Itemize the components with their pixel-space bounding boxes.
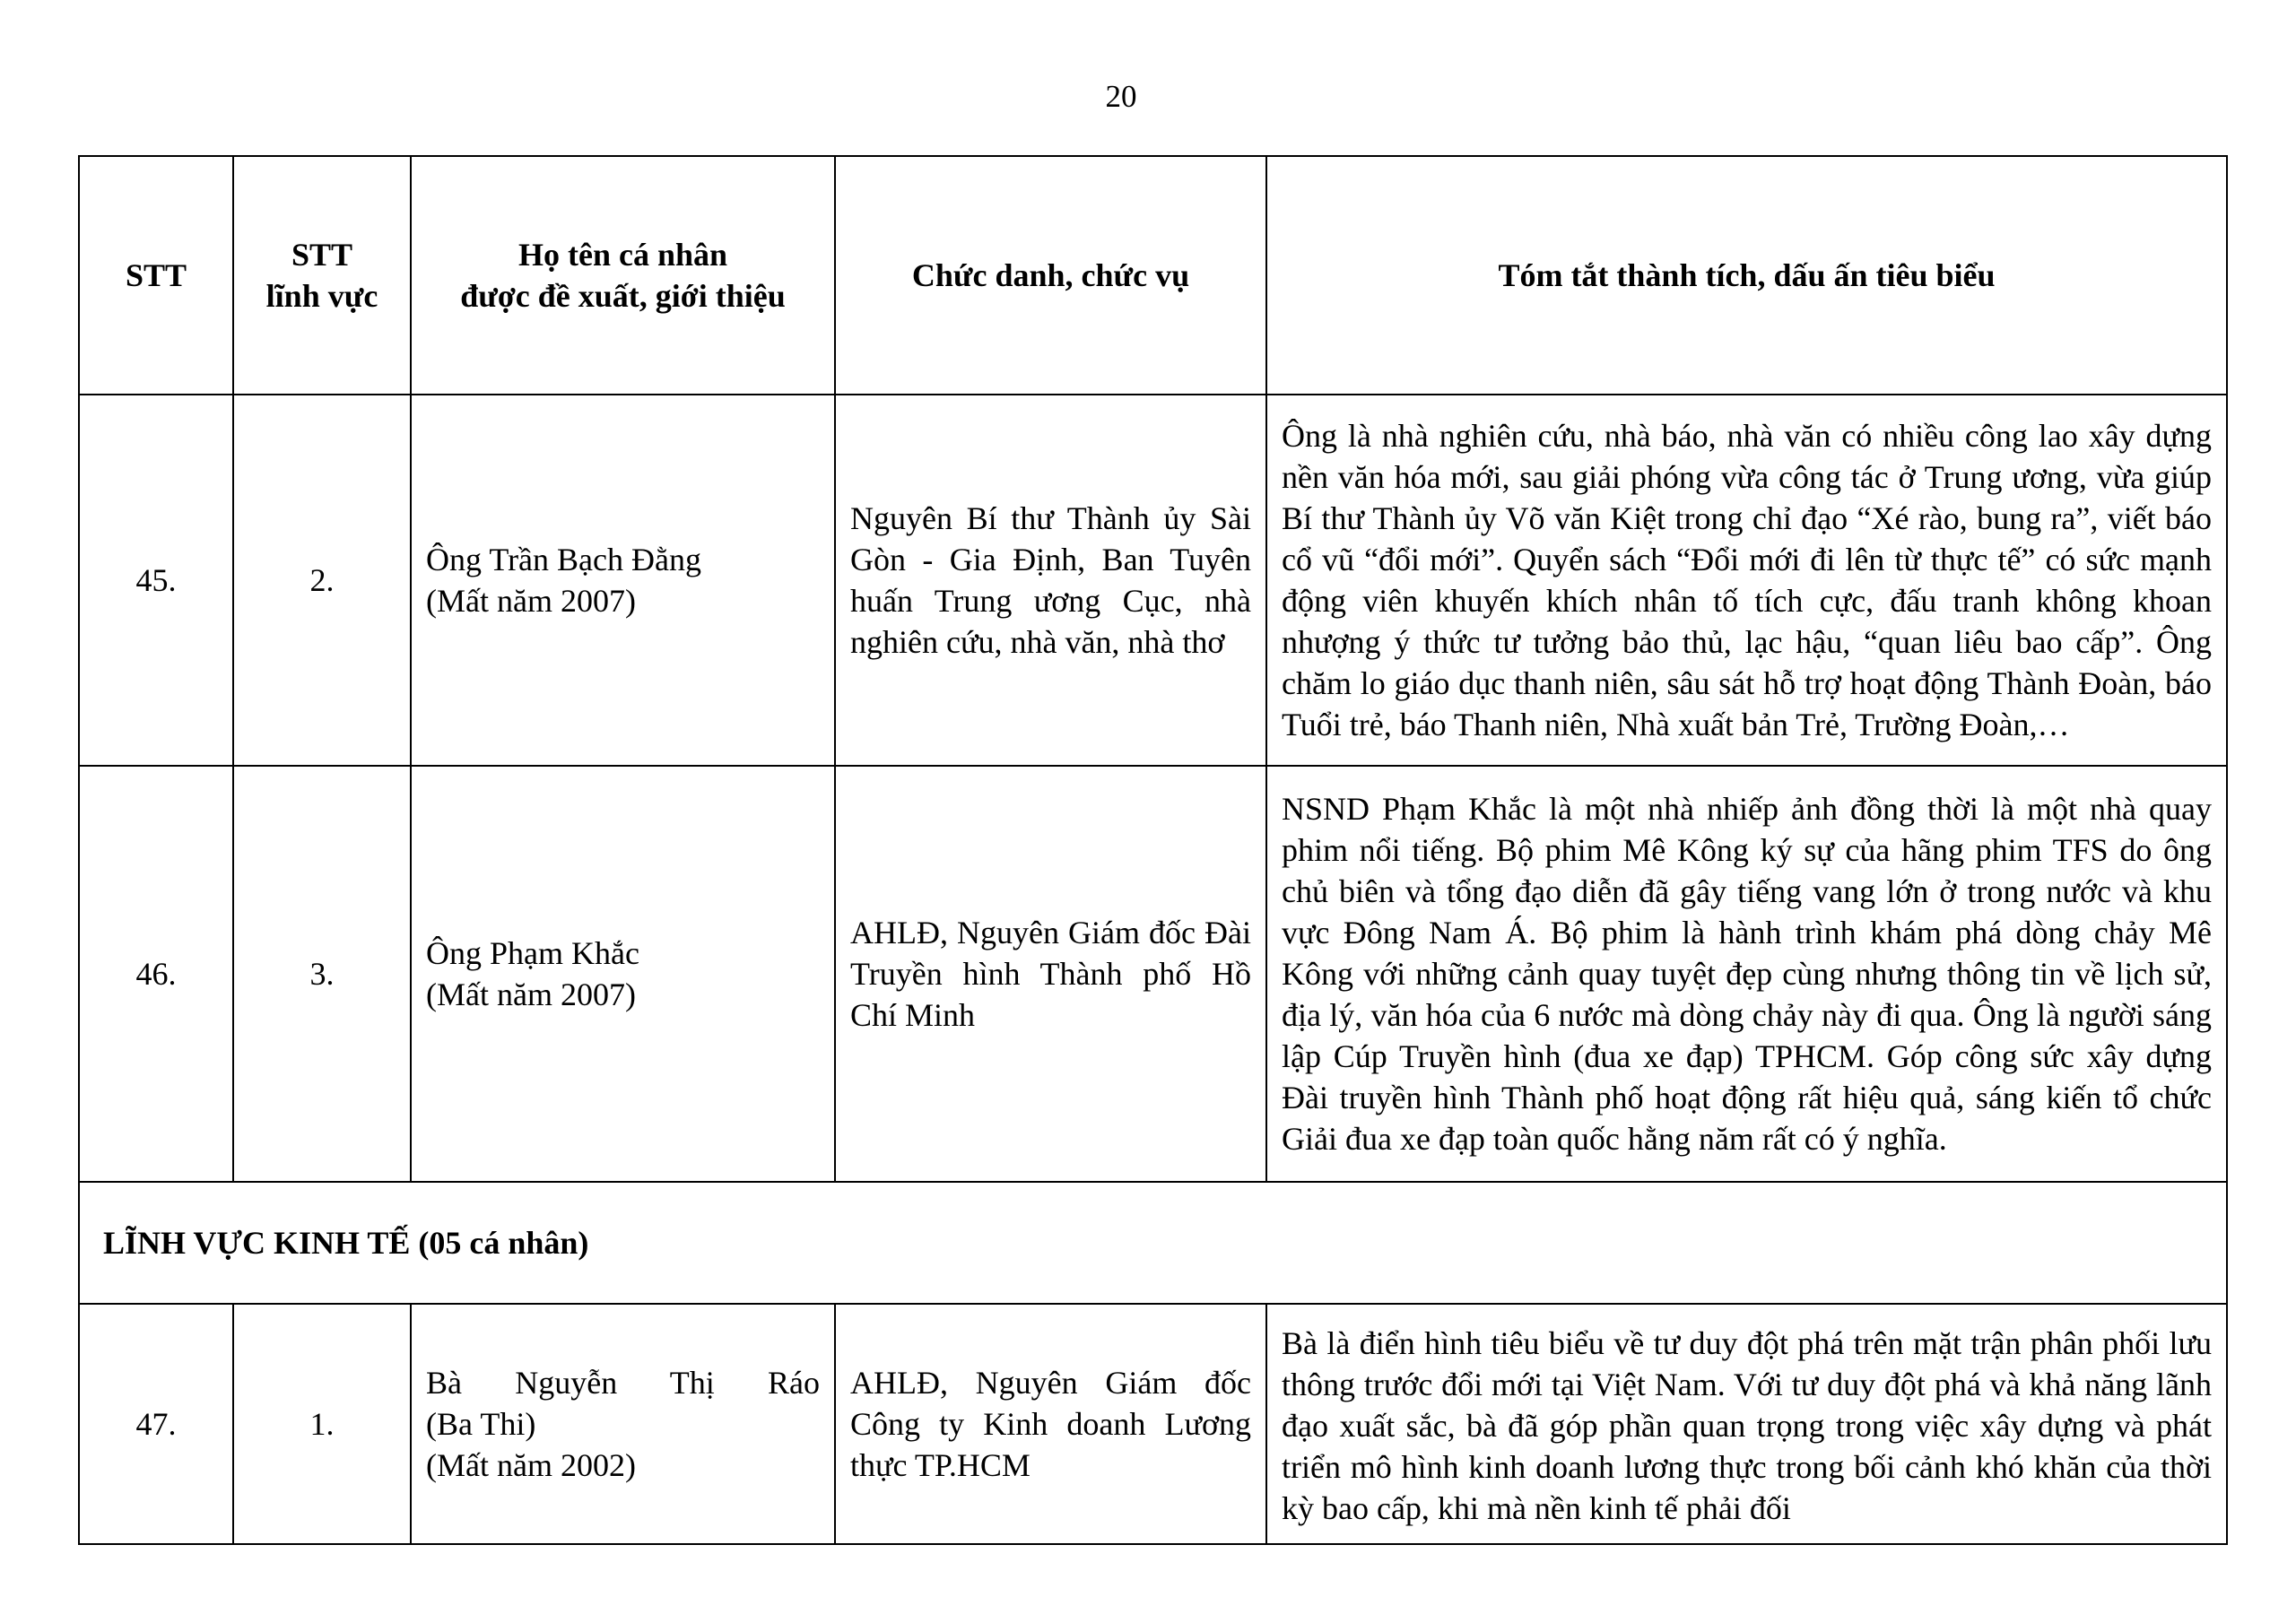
table-header-row <box>79 156 2227 395</box>
header-name: Họ tên cá nhân được đề xuất, giới thiệu <box>411 156 835 395</box>
cell-stt-linh-vuc: 1. <box>233 1304 411 1544</box>
nominee-note: (Mất năm 2002) <box>426 1447 636 1483</box>
table-row <box>79 1304 2227 1544</box>
cell-stt: 45. <box>79 395 233 766</box>
nominee-note: (Mất năm 2007) <box>426 976 636 1012</box>
nominee-table <box>78 155 2228 1545</box>
nominee-name: Ông Phạm Khắc <box>426 935 639 971</box>
cell-stt-linh-vuc: 3. <box>233 766 411 1182</box>
cell-stt-linh-vuc: 2. <box>233 395 411 766</box>
cell-summary: Bà là điển hình tiêu biểu về tư duy đột phá trên mặt trận phân phối lưu thông trước đổi mới tại Việt Nam. Với tư duy đột phá và khả năng lãnh đạo xuất sắc, bà đã góp phần quan trọng trong việc xây dựng và phát triển mô hình kinh doanh lương thực trong bối cảnh khó khăn của thời kỳ bao cấp, khi mà nền kinh tế phải đối <box>1266 1304 2227 1544</box>
header-summary: Tóm tắt thành tích, dấu ấn tiêu biểu <box>1266 156 2227 395</box>
table-row <box>79 395 2227 766</box>
cell-summary: Ông là nhà nghiên cứu, nhà báo, nhà văn có nhiều công lao xây dựng nền văn hóa mới, sau giải phóng vừa công tác ở Trung ương, vừa giúp Bí thư Thành ủy Võ văn Kiệt trong chỉ đạo “Xé rào, bung ra”, viết báo cổ vũ “đổi mới”. Quyển sách “Đổi mới đi lên từ thực tế” có sức mạnh động viên khuyến khích nhân tố tích cực, đấu tranh không khoan nhượng ý thức tư tưởng bảo thủ, lạc hậu, “quan liêu bao cấp”. Ông chăm lo giáo dục thanh niên, sâu sát hỗ trợ hoạt động Thành Đoàn, báo Tuổi trẻ, báo Thanh niên, Nhà xuất bản Trẻ, Trường Đoàn,… <box>1266 395 2227 766</box>
section-heading-row <box>79 1182 2227 1304</box>
cell-name <box>411 1304 835 1544</box>
cell-title: AHLĐ, Nguyên Giám đốc Công ty Kinh doanh Lương thực TP.HCM <box>835 1304 1266 1544</box>
header-stt: STT <box>79 156 233 395</box>
cell-stt: 46. <box>79 766 233 1182</box>
nominee-name: Bà Nguyễn Thị Ráo <box>426 1365 820 1401</box>
nominee-alias: (Ba Thi) <box>426 1406 536 1442</box>
cell-title: AHLĐ, Nguyên Giám đốc Đài Truyền hình Thành phố Hồ Chí Minh <box>835 766 1266 1182</box>
table-row <box>79 766 2227 1182</box>
section-heading: LĨNH VỰC KINH TẾ (05 cá nhân) <box>79 1182 2227 1304</box>
cell-name <box>411 766 835 1182</box>
header-stt-linh-vuc: STT lĩnh vực <box>233 156 411 395</box>
header-title: Chức danh, chức vụ <box>835 156 1266 395</box>
nominee-note: (Mất năm 2007) <box>426 583 636 619</box>
cell-name <box>411 395 835 766</box>
nominee-name: Ông Trần Bạch Đằng <box>426 542 701 577</box>
cell-summary: NSND Phạm Khắc là một nhà nhiếp ảnh đồng thời là một nhà quay phim nổi tiếng. Bộ phim Mê Kông ký sự của hãng phim TFS do ông chủ biên và tổng đạo diễn đã gây tiếng vang lớn ở trong nước và khu vực Đông Nam Á. Bộ phim là hành trình khám phá dòng chảy Mê Kông với những cảnh quay tuyệt đẹp cùng nhưng thông tin về lịch sử, địa lý, văn hóa của 6 nước mà dòng chảy này đi qua. Ông là người sáng lập Cúp Truyền hình (đua xe đạp) TPHCM. Góp công sức xây dựng Đài truyền hình Thành phố hoạt động rất hiệu quả, sáng kiến tổ chức Giải đua xe đạp toàn quốc hằng năm rất có ý nghĩa. <box>1266 766 2227 1182</box>
cell-title: Nguyên Bí thư Thành ủy Sài Gòn - Gia Định, Ban Tuyên huấn Trung ương Cục, nhà nghiên cứu, nhà văn, nhà thơ <box>835 395 1266 766</box>
cell-stt: 47. <box>79 1304 233 1544</box>
page-number: 20 <box>1105 79 1137 114</box>
